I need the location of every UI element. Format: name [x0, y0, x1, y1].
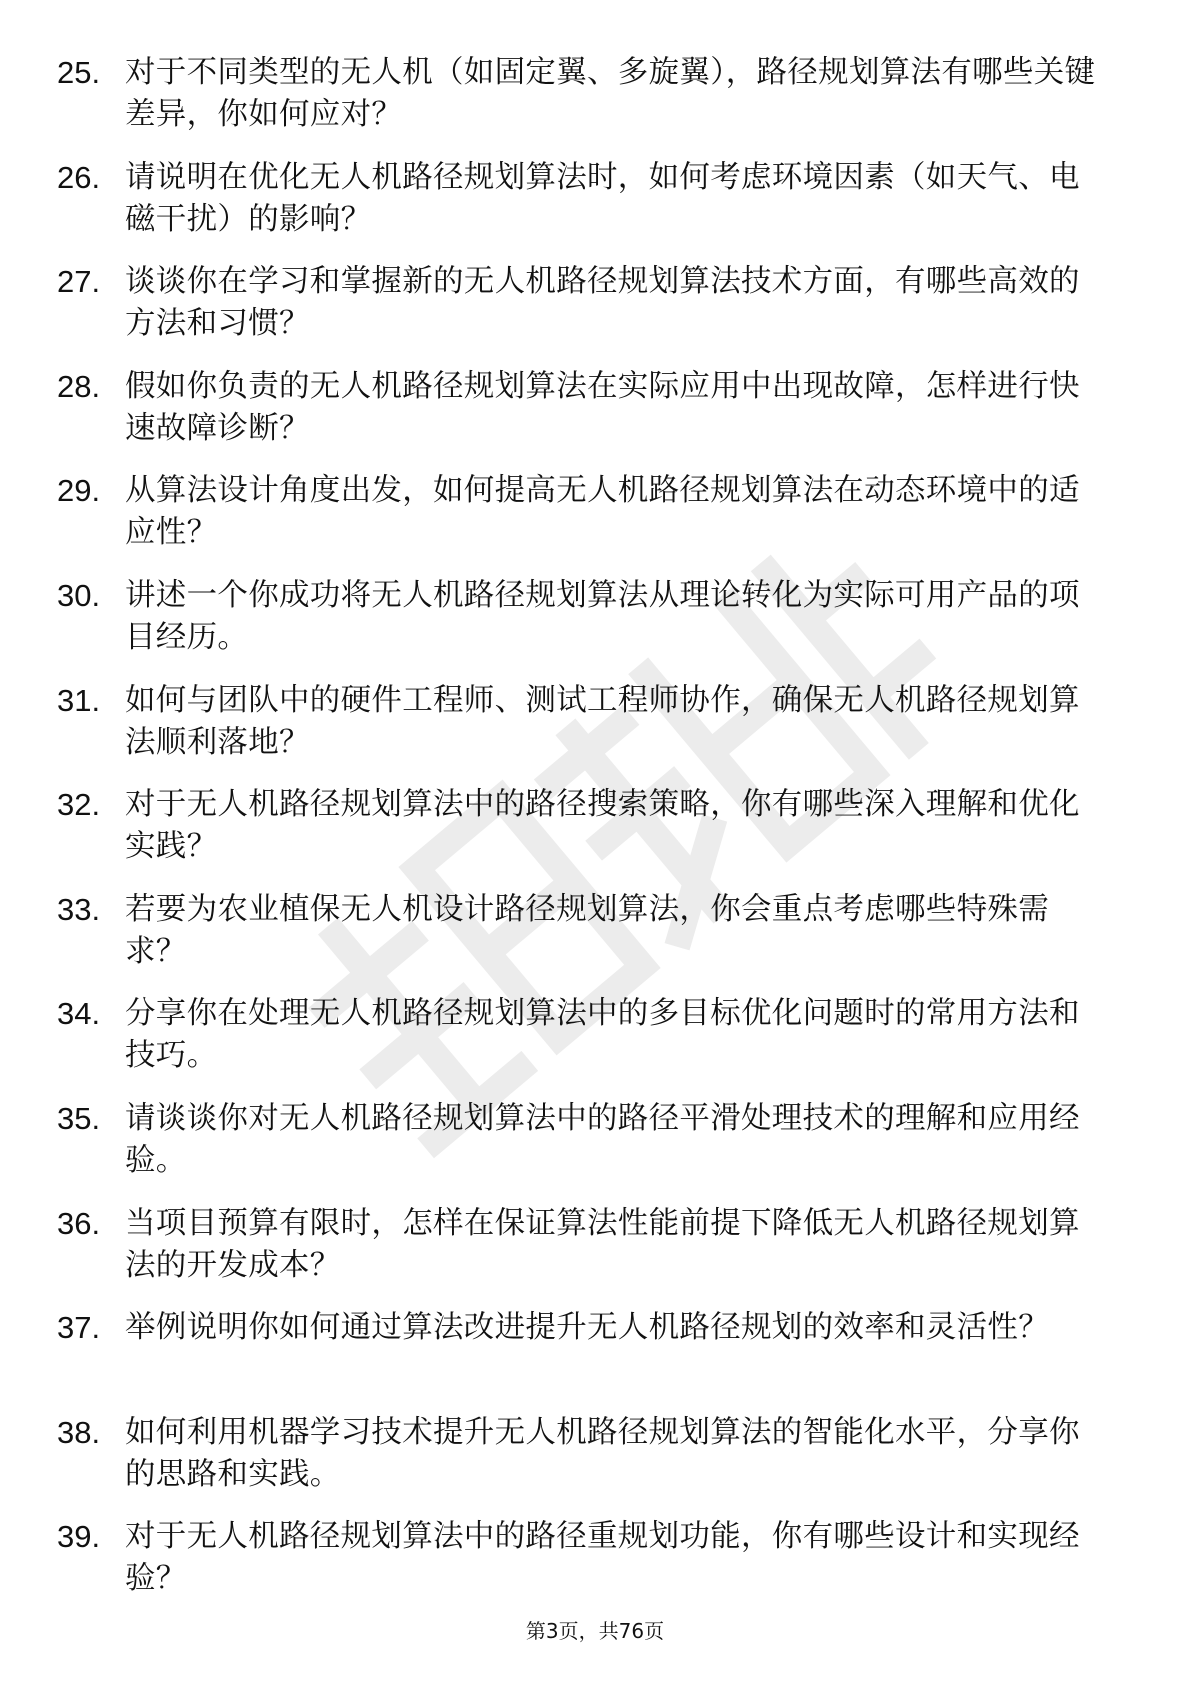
question-text: 讲述一个你成功将无人机路径规划算法从理论转化为实际可用产品的项目经历。 [125, 577, 1080, 655]
question-number: 30. [57, 577, 101, 613]
question-item [0, 1307, 1190, 1412]
question-item [0, 1203, 1190, 1308]
question-text: 假如你负责的无人机路径规划算法在实际应用中出现故障，怎样进行快速故障诊断？ [125, 368, 1080, 446]
question-number: 31. [57, 682, 101, 718]
question-list [0, 52, 1190, 1621]
question-number: 26. [57, 159, 101, 195]
question-text: 请谈谈你对无人机路径规划算法中的路径平滑处理技术的理解和应用经验。 [125, 1100, 1080, 1178]
question-text: 举例说明你如何通过算法改进提升无人机路径规划的效率和灵活性？ [125, 1310, 1049, 1346]
question-text: 若要为农业植保无人机设计路径规划算法，你会重点考虑哪些特殊需求？ [125, 891, 1049, 969]
question-text: 谈谈你在学习和掌握新的无人机路径规划算法技术方面，有哪些高效的方法和习惯？ [125, 264, 1080, 342]
question-number: 32. [57, 787, 101, 823]
question-number: 39. [57, 1519, 101, 1555]
question-number: 29. [57, 473, 101, 509]
page-number-label: 第3页，共76页 [525, 1619, 665, 1643]
page-footer [0, 1616, 1190, 1646]
question-item [0, 784, 1190, 889]
question-text: 对于无人机路径规划算法中的路径重规划功能，你有哪些设计和实现经验？ [125, 1519, 1080, 1597]
question-item [0, 261, 1190, 366]
question-number: 35. [57, 1100, 101, 1136]
question-item [0, 680, 1190, 785]
question-item [0, 889, 1190, 994]
question-number: 25. [57, 55, 101, 90]
question-item [0, 1098, 1190, 1203]
question-item [0, 1516, 1190, 1621]
question-text: 如何利用机器学习技术提升无人机路径规划算法的智能化水平，分享你的思路和实践。 [125, 1414, 1080, 1492]
question-text: 对于不同类型的无人机（如固定翼、多旋翼），路径规划算法有哪些关键差异，你如何应对？ [125, 55, 1096, 132]
question-item [0, 575, 1190, 680]
question-item [0, 366, 1190, 471]
question-number: 36. [57, 1205, 101, 1241]
question-number: 27. [57, 264, 101, 300]
question-text: 从算法设计角度出发，如何提高无人机路径规划算法在动态环境中的适应性？ [125, 473, 1080, 551]
question-number: 33. [57, 891, 101, 927]
question-number: 37. [57, 1310, 101, 1346]
question-text: 分享你在处理无人机路径规划算法中的多目标优化问题时的常用方法和技巧。 [125, 996, 1080, 1074]
question-item [0, 470, 1190, 575]
question-text: 如何与团队中的硬件工程师、测试工程师协作，确保无人机路径规划算法顺利落地？ [125, 682, 1080, 760]
question-text: 请说明在优化无人机路径规划算法时，如何考虑环境因素（如天气、电磁干扰）的影响？ [125, 159, 1080, 237]
question-item [0, 993, 1190, 1098]
question-text: 对于无人机路径规划算法中的路径搜索策略，你有哪些深入理解和优化实践？ [125, 787, 1080, 865]
question-number: 34. [57, 996, 101, 1032]
question-number: 28. [57, 368, 101, 404]
question-item [0, 1412, 1190, 1517]
question-item [0, 157, 1190, 262]
question-text: 当项目预算有限时，怎样在保证算法性能前提下降低无人机路径规划算法的开发成本？ [125, 1205, 1080, 1283]
question-item [0, 52, 1190, 157]
question-number: 38. [57, 1414, 101, 1450]
